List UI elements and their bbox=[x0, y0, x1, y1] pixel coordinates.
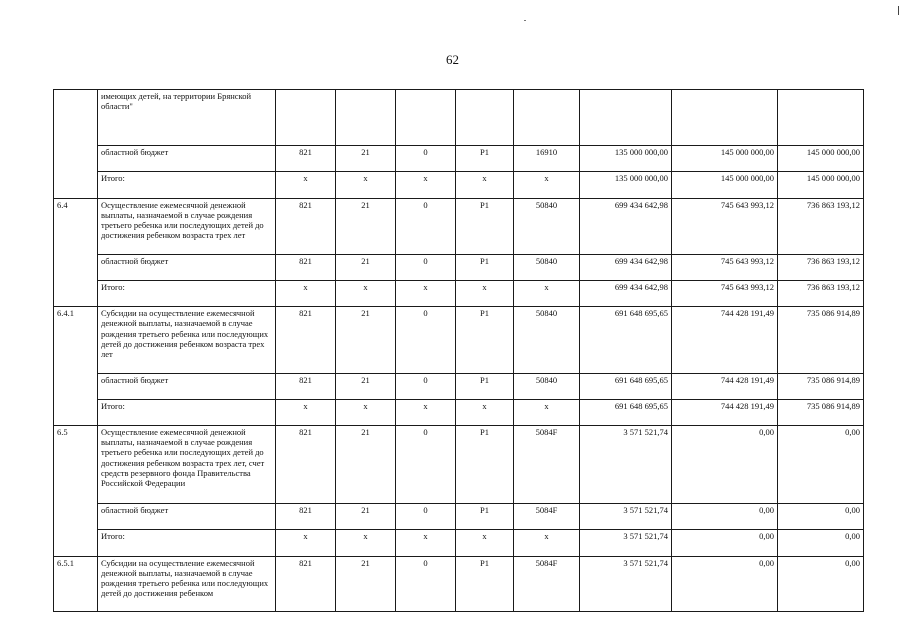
amount-year2-cell: 745 643 993,12 bbox=[672, 254, 778, 280]
amount-year3-cell: 0,00 bbox=[778, 556, 864, 611]
col-program-cell: 21 bbox=[336, 373, 396, 399]
col-program-cell: 21 bbox=[336, 198, 396, 254]
col-program-cell: х bbox=[336, 281, 396, 307]
col-subprogram-cell: х bbox=[396, 172, 456, 198]
col-project-cell: P1 bbox=[456, 146, 514, 172]
row-number-cell bbox=[54, 90, 98, 199]
col-program-cell: х bbox=[336, 530, 396, 556]
col-program-cell: 21 bbox=[336, 556, 396, 611]
row-number-cell: 6.5 bbox=[54, 425, 98, 556]
table-row bbox=[54, 556, 864, 611]
table-row bbox=[54, 172, 864, 198]
col-grbs-cell: 821 bbox=[276, 146, 336, 172]
amount-year1-cell: 691 648 695,65 bbox=[580, 399, 672, 425]
col-project-cell: P1 bbox=[456, 307, 514, 373]
amount-year1-cell: 3 571 521,74 bbox=[580, 425, 672, 503]
table-row bbox=[54, 198, 864, 254]
table-body bbox=[54, 90, 864, 612]
col-program-cell: 21 bbox=[336, 254, 396, 280]
col-grbs-cell: 821 bbox=[276, 504, 336, 530]
col-project-cell: P1 bbox=[456, 373, 514, 399]
col-project-cell: P1 bbox=[456, 254, 514, 280]
amount-year2-cell: 0,00 bbox=[672, 530, 778, 556]
amount-year3-cell: 736 863 193,12 bbox=[778, 254, 864, 280]
col-direction-cell: 50840 bbox=[514, 373, 580, 399]
budget-table bbox=[53, 89, 864, 612]
amount-year3-cell bbox=[778, 90, 864, 146]
amount-year1-cell: 691 648 695,65 bbox=[580, 373, 672, 399]
table-row bbox=[54, 90, 864, 146]
col-grbs-cell: 821 bbox=[276, 254, 336, 280]
col-program-cell: х bbox=[336, 172, 396, 198]
col-subprogram-cell bbox=[396, 90, 456, 146]
table-row bbox=[54, 373, 864, 399]
amount-year3-cell: 0,00 bbox=[778, 530, 864, 556]
amount-year1-cell: 3 571 521,74 bbox=[580, 504, 672, 530]
amount-year2-cell: 744 428 191,49 bbox=[672, 373, 778, 399]
amount-year1-cell: 699 434 642,98 bbox=[580, 198, 672, 254]
col-subprogram-cell: 0 bbox=[396, 504, 456, 530]
row-name-cell: Субсидии на осуществление ежемесячной денежной выплаты, назначаемой в случае рождения третьего ребенка или последующих детей до достижения ребенком bbox=[98, 556, 276, 611]
amount-year2-cell: 0,00 bbox=[672, 425, 778, 503]
amount-year3-cell: 735 086 914,89 bbox=[778, 307, 864, 373]
row-name-cell: Итого: bbox=[98, 281, 276, 307]
col-direction-cell: 5084F bbox=[514, 425, 580, 503]
table-row bbox=[54, 281, 864, 307]
table-row bbox=[54, 504, 864, 530]
col-project-cell: P1 bbox=[456, 198, 514, 254]
col-direction-cell: х bbox=[514, 281, 580, 307]
row-number-cell: 6.4.1 bbox=[54, 307, 98, 426]
col-project-cell: х bbox=[456, 281, 514, 307]
amount-year2-cell: 0,00 bbox=[672, 504, 778, 530]
col-project-cell: P1 bbox=[456, 425, 514, 503]
col-direction-cell: 50840 bbox=[514, 198, 580, 254]
col-grbs-cell: 821 bbox=[276, 307, 336, 373]
amount-year1-cell: 135 000 000,00 bbox=[580, 146, 672, 172]
col-direction-cell bbox=[514, 90, 580, 146]
col-program-cell: 21 bbox=[336, 307, 396, 373]
amount-year2-cell: 744 428 191,49 bbox=[672, 399, 778, 425]
col-project-cell: х bbox=[456, 530, 514, 556]
row-name-cell: имеющих детей, на территории Брянской области" bbox=[98, 90, 276, 146]
col-project-cell: х bbox=[456, 399, 514, 425]
table-row bbox=[54, 399, 864, 425]
table-row bbox=[54, 254, 864, 280]
row-name-cell: Осуществление ежемесячной денежной выплаты, назначаемой в случае рождения третьего ребенка или последующих детей до достижения ребенком возраста трех лет bbox=[98, 198, 276, 254]
col-subprogram-cell: х bbox=[396, 281, 456, 307]
row-name-cell: Итого: bbox=[98, 530, 276, 556]
col-subprogram-cell: 0 bbox=[396, 254, 456, 280]
amount-year1-cell: 691 648 695,65 bbox=[580, 307, 672, 373]
col-program-cell: х bbox=[336, 399, 396, 425]
amount-year1-cell: 135 000 000,00 bbox=[580, 172, 672, 198]
row-name-cell: областной бюджет bbox=[98, 504, 276, 530]
col-project-cell: P1 bbox=[456, 556, 514, 611]
col-grbs-cell bbox=[276, 90, 336, 146]
col-program-cell: 21 bbox=[336, 146, 396, 172]
col-subprogram-cell: 0 bbox=[396, 373, 456, 399]
table-row bbox=[54, 307, 864, 373]
amount-year2-cell bbox=[672, 90, 778, 146]
amount-year3-cell: 736 863 193,12 bbox=[778, 198, 864, 254]
amount-year3-cell: 735 086 914,89 bbox=[778, 373, 864, 399]
col-project-cell: х bbox=[456, 172, 514, 198]
col-subprogram-cell: 0 bbox=[396, 307, 456, 373]
row-number-cell: 6.5.1 bbox=[54, 556, 98, 611]
col-program-cell: 21 bbox=[336, 425, 396, 503]
col-program-cell: 21 bbox=[336, 504, 396, 530]
row-name-cell: Итого: bbox=[98, 172, 276, 198]
col-subprogram-cell: 0 bbox=[396, 425, 456, 503]
table-row bbox=[54, 146, 864, 172]
page-number: 62 bbox=[446, 52, 459, 67]
row-name-cell: Итого: bbox=[98, 399, 276, 425]
col-direction-cell: 5084F bbox=[514, 556, 580, 611]
amount-year1-cell: 3 571 521,74 bbox=[580, 556, 672, 611]
col-direction-cell: 50840 bbox=[514, 307, 580, 373]
amount-year3-cell: 0,00 bbox=[778, 504, 864, 530]
amount-year3-cell: 736 863 193,12 bbox=[778, 281, 864, 307]
col-direction-cell: х bbox=[514, 172, 580, 198]
amount-year1-cell: 699 434 642,98 bbox=[580, 254, 672, 280]
col-subprogram-cell: х bbox=[396, 530, 456, 556]
col-subprogram-cell: 0 bbox=[396, 556, 456, 611]
col-direction-cell: 16910 bbox=[514, 146, 580, 172]
row-name-cell: областной бюджет bbox=[98, 254, 276, 280]
col-project-cell bbox=[456, 90, 514, 146]
col-project-cell: P1 bbox=[456, 504, 514, 530]
col-direction-cell: х bbox=[514, 530, 580, 556]
amount-year1-cell bbox=[580, 90, 672, 146]
col-grbs-cell: 821 bbox=[276, 373, 336, 399]
amount-year3-cell: 735 086 914,89 bbox=[778, 399, 864, 425]
col-direction-cell: 50840 bbox=[514, 254, 580, 280]
col-grbs-cell: х bbox=[276, 172, 336, 198]
amount-year2-cell: 744 428 191,49 bbox=[672, 307, 778, 373]
table-row bbox=[54, 425, 864, 503]
col-direction-cell: х bbox=[514, 399, 580, 425]
col-subprogram-cell: х bbox=[396, 399, 456, 425]
col-grbs-cell: х bbox=[276, 530, 336, 556]
amount-year3-cell: 145 000 000,00 bbox=[778, 172, 864, 198]
col-grbs-cell: 821 bbox=[276, 556, 336, 611]
col-program-cell bbox=[336, 90, 396, 146]
col-direction-cell: 5084F bbox=[514, 504, 580, 530]
amount-year1-cell: 3 571 521,74 bbox=[580, 530, 672, 556]
col-grbs-cell: 821 bbox=[276, 425, 336, 503]
amount-year2-cell: 0,00 bbox=[672, 556, 778, 611]
amount-year2-cell: 745 643 993,12 bbox=[672, 198, 778, 254]
row-number-cell: 6.4 bbox=[54, 198, 98, 307]
col-subprogram-cell: 0 bbox=[396, 198, 456, 254]
amount-year3-cell: 145 000 000,00 bbox=[778, 146, 864, 172]
row-name-cell: Осуществление ежемесячной денежной выплаты, назначаемой в случае рождения третьего ребенка или последующих детей до достижения ребенком возраста трех лет, счет средств резервного фонда Правительства Российской Федерации bbox=[98, 425, 276, 503]
amount-year1-cell: 699 434 642,98 bbox=[580, 281, 672, 307]
col-subprogram-cell: 0 bbox=[396, 146, 456, 172]
amount-year2-cell: 145 000 000,00 bbox=[672, 146, 778, 172]
amount-year3-cell: 0,00 bbox=[778, 425, 864, 503]
row-name-cell: областной бюджет bbox=[98, 146, 276, 172]
scan-edge-mark bbox=[898, 6, 899, 15]
amount-year2-cell: 745 643 993,12 bbox=[672, 281, 778, 307]
table-row bbox=[54, 530, 864, 556]
col-grbs-cell: 821 bbox=[276, 198, 336, 254]
col-grbs-cell: х bbox=[276, 281, 336, 307]
scan-dot-mark bbox=[524, 20, 526, 21]
amount-year2-cell: 145 000 000,00 bbox=[672, 172, 778, 198]
col-grbs-cell: х bbox=[276, 399, 336, 425]
row-name-cell: Субсидии на осуществление ежемесячной денежной выплаты, назначаемой в случае рождения третьего ребенка или последующих детей до достижения ребенком возраста трех лет bbox=[98, 307, 276, 373]
row-name-cell: областной бюджет bbox=[98, 373, 276, 399]
